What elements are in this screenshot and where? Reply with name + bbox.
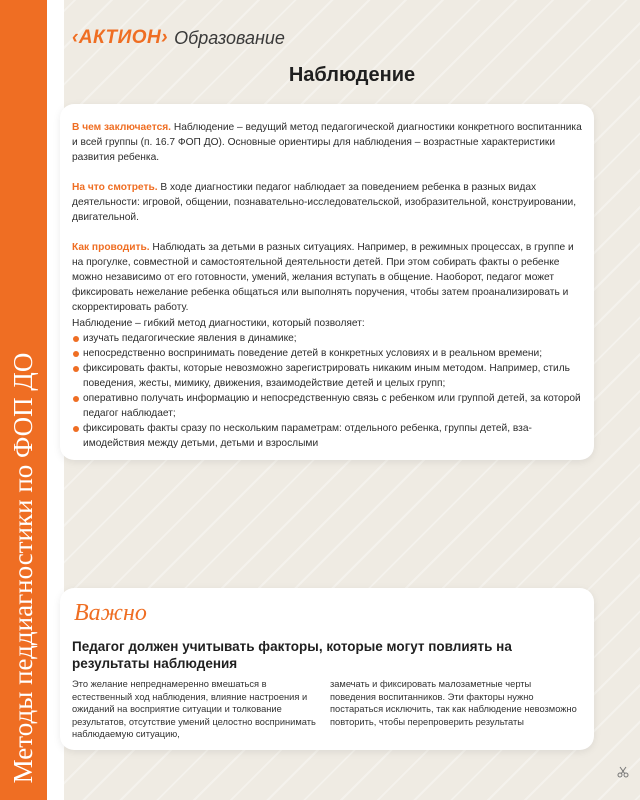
logo-brand: ‹АКТИОН› bbox=[72, 27, 169, 48]
bullet-text: изучать педагогические явления в динамике; bbox=[83, 333, 297, 344]
bullet-item bbox=[72, 391, 582, 421]
bullet-dot-icon bbox=[73, 396, 79, 402]
important-heading: Педагог должен учитывать факторы, которые могут повлиять на результаты наблюдения bbox=[72, 639, 512, 671]
section-what-label: В чем заключается. bbox=[72, 122, 172, 133]
important-card bbox=[60, 588, 594, 750]
bullet-dot-icon bbox=[73, 336, 79, 342]
section-what bbox=[72, 120, 582, 165]
bullet-dot-icon bbox=[73, 351, 79, 357]
vertical-title: Методы педдиагностики по ФОП ДО bbox=[8, 352, 38, 784]
bullet-text: непосредственно воспринимать поведение детей в конкретных условиях и в реальном времени; bbox=[83, 348, 543, 359]
important-title: Важно bbox=[74, 600, 147, 626]
page-title: Наблюдение bbox=[288, 64, 416, 86]
important-text-left: Это желание непреднамеренно вмешаться в естественный ход наблюдения, влияние настроения и ожиданий на восприятие ситуации и толкование результатов, отсутствие умений целостно воспринимать наблюдаемую ситуацию, bbox=[72, 679, 316, 739]
section-how bbox=[72, 240, 582, 315]
section-look bbox=[72, 180, 582, 225]
bullet-dot-icon bbox=[73, 426, 79, 432]
sidebar-band bbox=[0, 0, 47, 800]
scissors-icon bbox=[617, 766, 629, 778]
logo-subtitle: Образование bbox=[174, 27, 285, 48]
bullet-text: фиксировать факты сразу по нескольким параметрам: отдельного ребенка, группы детей, взаимодействия между детьми, детьми и взрослыми bbox=[83, 423, 532, 449]
section-look-label: На что смотреть. bbox=[72, 182, 158, 193]
section-how-label: Как проводить. bbox=[72, 242, 150, 253]
bullet-item bbox=[72, 346, 582, 361]
flexible-bullet-list bbox=[72, 331, 582, 451]
logo bbox=[72, 26, 285, 50]
section-how-text: Наблюдать за детьми в разных ситуациях. Например, в режимных процессах, в группе и на прогулке, совместной и самостоятельной деятельности детей. При этом собирать факты о ребенке можно независимо от его готовности, умений, желания вступать в общение. Наоборот, педагог может фиксировать нежелание ребенка общаться или выполнять поручения, чтобы затем проанализировать и скорректировать работу. bbox=[72, 242, 574, 313]
bullet-item bbox=[72, 421, 582, 451]
bullet-text: оперативно получать информацию и непосредственную связь с ребенком или группой детей, за которой педагог наблюдает; bbox=[83, 393, 581, 419]
section-look-text: В ходе диагностики педагог наблюдает за поведением ребенка в разных видах деятельности: игровой, общении, познавательно-исследовательской, изобразительной, конструировании, двигательной. bbox=[72, 182, 577, 223]
method-card bbox=[60, 104, 594, 460]
section-what-text: Наблюдение – ведущий метод педагогической диагностики конкретного воспитанника и всей группы (п. 16.7 ФОП ДО). Основные ориентиры для наблюдения – возрастные характеристики развития ребенка. bbox=[72, 122, 582, 163]
bullet-text: фиксировать факты, которые невозможно зарегистрировать никаким иным методом. Например, стиль поведения, жесты, мимику, движения, взаимодействие детей и целых групп; bbox=[83, 363, 570, 389]
bullet-item bbox=[72, 361, 582, 391]
section-flexible bbox=[72, 316, 582, 451]
bullet-item bbox=[72, 331, 582, 346]
flexible-intro: Наблюдение – гибкий метод диагностики, который позволяет: bbox=[72, 318, 365, 329]
important-text-right: замечать и фиксировать малозаметные черты поведения воспитанников. Эти факторы нужно постараться исключить, так как наблюдение невозможно повторить, чтобы перепроверить результаты bbox=[330, 679, 577, 727]
bullet-dot-icon bbox=[73, 366, 79, 372]
